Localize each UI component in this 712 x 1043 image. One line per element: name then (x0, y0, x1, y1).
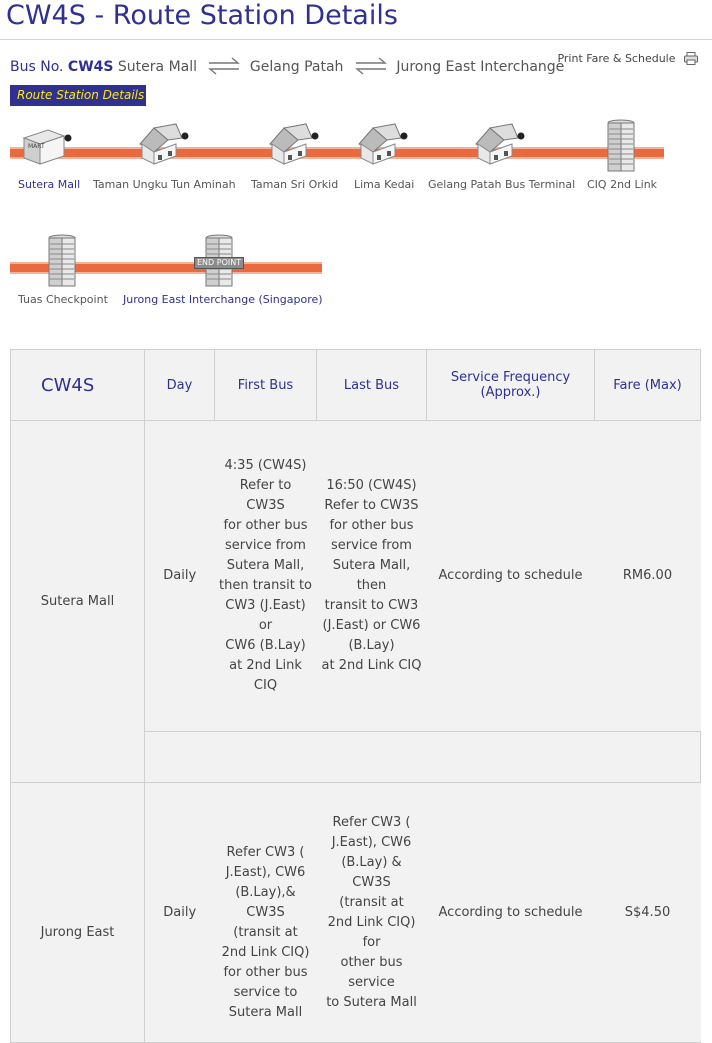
house-icon (136, 122, 190, 166)
route-destination: Jurong East Interchange (396, 59, 565, 75)
station-gelang-patah-bus-terminal[interactable]: Gelang Patah Bus Terminal (428, 178, 576, 191)
last-bus-line: (J.East) or CW6 (322, 618, 421, 633)
first-bus-line: for other bus (223, 964, 308, 980)
bus-number: CW4S (67, 59, 114, 75)
last-bus-line: J.East), CW6 (331, 834, 412, 850)
fare-cell: S$4.50 (595, 783, 701, 1043)
last-bus-cell (317, 421, 427, 732)
last-bus-line: Sutera Mall, then (332, 558, 411, 593)
first-bus-line: service from (225, 538, 306, 553)
station-lima-kedai[interactable]: Lima Kedai (354, 178, 415, 191)
mall-sign: MART (28, 143, 45, 150)
printer-icon (684, 52, 698, 65)
header-day: Day (145, 350, 215, 421)
route-origin: Sutera Mall (117, 59, 198, 75)
header-first-bus: First Bus (215, 350, 317, 421)
last-bus-line: service from (331, 538, 412, 553)
first-bus-line: 4:35 (CW4S) (224, 458, 307, 473)
last-bus-line: 16:50 (CW4S) (326, 478, 417, 493)
two-way-arrow-icon (354, 57, 388, 75)
header-frequency-line2: (Approx.) (480, 385, 541, 400)
last-bus-line: (B.Lay) (348, 638, 395, 653)
first-bus-line: for other bus (223, 518, 308, 533)
first-bus-line: Sutera Mall, (226, 558, 305, 573)
header-fare: Fare (Max) (595, 350, 701, 421)
first-bus-line: J.East), CW6 (225, 864, 306, 880)
first-bus-line: Sutera Mall (228, 1004, 303, 1020)
frequency-cell: According to schedule (427, 783, 595, 1043)
first-bus-line: service to (233, 984, 298, 1000)
page-title: CW4S - Route Station Details (6, 0, 398, 31)
two-way-arrow-icon (207, 57, 241, 75)
table-header-row (11, 350, 701, 421)
stop-cell: Sutera Mall (11, 421, 145, 783)
first-bus-line: (transit at (233, 924, 298, 940)
station-taman-ungku-tun-aminah[interactable]: Taman Ungku Tun Aminah (93, 178, 236, 191)
first-bus-line: Refer to CW3S (239, 478, 292, 513)
first-bus-line: CW6 (B.Lay) (225, 638, 306, 653)
first-bus-line: (B.Lay),& CW3S (235, 884, 296, 920)
last-bus-cell (317, 783, 427, 1043)
house-icon (472, 122, 526, 166)
first-bus-line: at 2nd Link CIQ (229, 658, 302, 693)
header-frequency-line1: Service Frequency (450, 370, 571, 385)
last-bus-line: other bus service (340, 954, 403, 990)
building-icon (607, 119, 637, 173)
bus-prefix: Bus No. (10, 59, 64, 75)
house-icon (355, 122, 409, 166)
last-bus-line: transit to CW3 (324, 598, 419, 613)
first-bus-line: 2nd Link CIQ) (221, 944, 310, 960)
day-cell: Daily (145, 421, 215, 732)
last-bus-line: (B.Lay) & CW3S (341, 854, 402, 890)
fare-cell: RM6.00 (595, 421, 701, 732)
day-cell: Daily (145, 783, 215, 1043)
station-ciq-2nd-link[interactable]: CIQ 2nd Link (587, 178, 658, 191)
last-bus-line: at 2nd Link CIQ (321, 658, 422, 673)
print-label: Print Fare & Schedule (557, 52, 676, 65)
building-icon (48, 234, 78, 288)
route-line (10, 147, 664, 159)
last-bus-line: for other bus (329, 518, 414, 533)
first-bus-line: Refer CW3 ( (226, 844, 305, 860)
last-bus-line: Refer to CW3S (324, 498, 419, 513)
tab-route-station-details[interactable]: Route Station Details (10, 85, 146, 106)
fare-schedule-table (10, 349, 701, 1043)
station-sutera-mall[interactable]: Sutera Mall (18, 178, 81, 191)
station-jurong-east-interchange[interactable]: Jurong East Interchange (Singapore) (123, 293, 323, 306)
table-row (11, 421, 701, 732)
print-fare-schedule-link[interactable] (557, 52, 698, 65)
route-midpoint: Gelang Patah (249, 59, 344, 75)
station-tuas-checkpoint[interactable]: Tuas Checkpoint (18, 293, 108, 306)
station-taman-sri-orkid[interactable]: Taman Sri Orkid (251, 178, 339, 191)
frequency-cell: According to schedule (427, 421, 595, 732)
stop-cell: Jurong East (11, 783, 145, 1043)
end-point-badge: END POINT (194, 257, 244, 269)
house-icon (266, 122, 320, 166)
last-bus-line: (transit at (339, 894, 404, 910)
bus-route-summary (10, 57, 564, 75)
mall-icon (22, 126, 74, 166)
header-route: CW4S (11, 350, 145, 421)
empty-cell (145, 732, 701, 783)
last-bus-line: to Sutera Mall (326, 994, 417, 1010)
last-bus-line: Refer CW3 ( (332, 814, 411, 830)
header-service-frequency (427, 350, 595, 421)
first-bus-cell (215, 421, 317, 732)
first-bus-line: then transit to (218, 578, 313, 593)
first-bus-line: CW3 (J.East) or (225, 598, 306, 633)
last-bus-line: 2nd Link CIQ) for (327, 914, 416, 950)
first-bus-cell (215, 783, 317, 1043)
title-divider (0, 39, 712, 40)
header-last-bus: Last Bus (317, 350, 427, 421)
table-row (11, 783, 701, 1043)
